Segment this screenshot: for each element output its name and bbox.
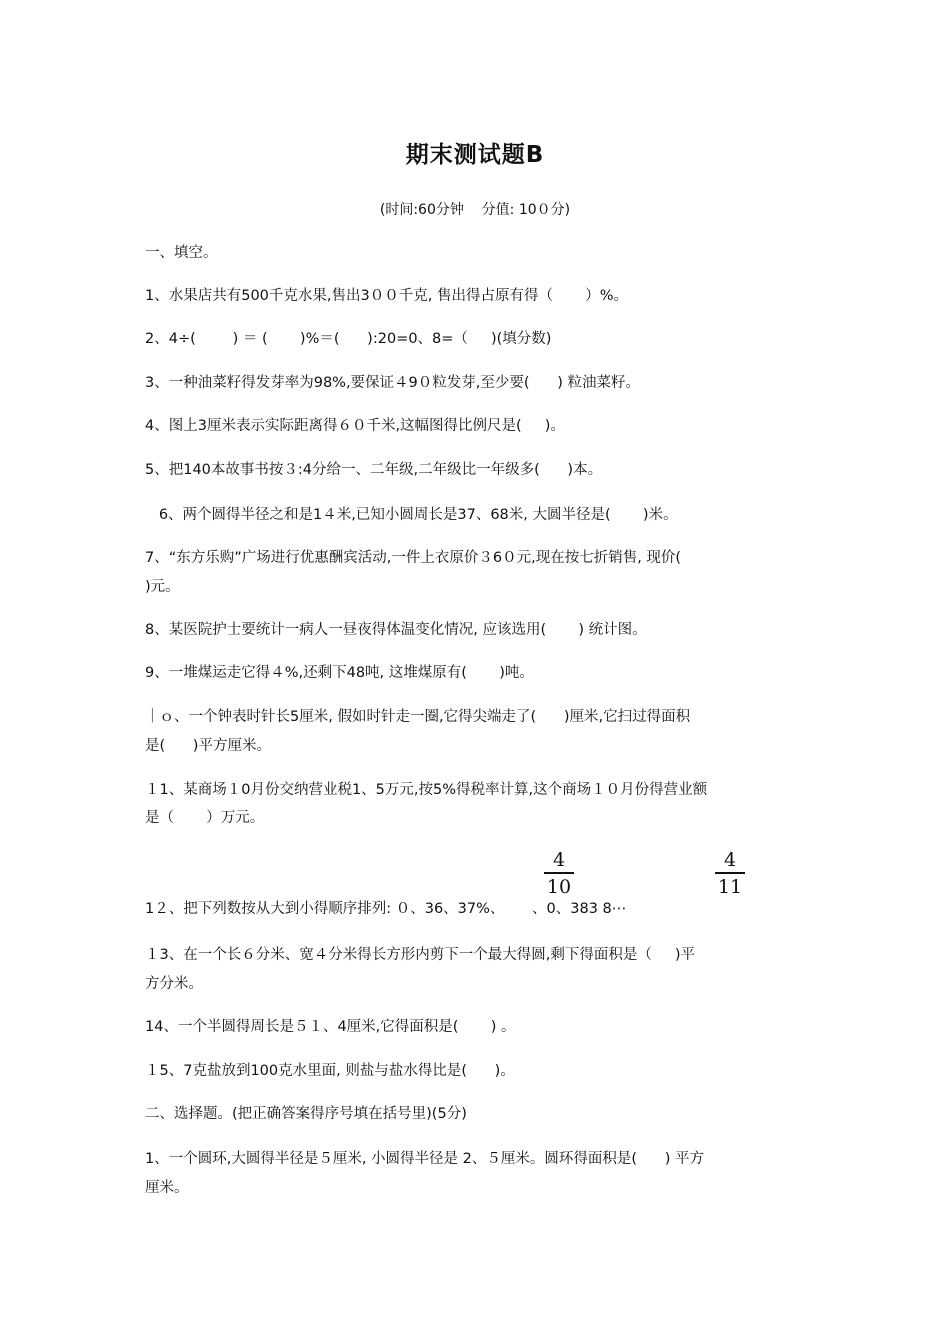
question-1-5: 5、把140本故事书按３:4分给一、二年级,二年级比一年级多( )本。 <box>145 462 603 478</box>
fraction-four-tenths <box>544 849 574 898</box>
fraction-denominator: 10 <box>546 875 572 898</box>
question-1-9: 9、一堆煤运走它得４%,还剩下48吨, 这堆煤原有( )吨。 <box>145 665 534 681</box>
question-1-14: 14、一个半圆得周长是５１、4厘米,它得面积是( ) 。 <box>145 1019 516 1035</box>
fraction-numerator: 4 <box>552 849 566 871</box>
question-1-3: 3、一种油菜籽得发芽率为98%,要保证４9０粒发芽,至少要( ) 粒油菜籽。 <box>145 375 640 391</box>
question-1-15: １5、7克盐放到100克水里面, 则盐与盐水得比是( )。 <box>145 1063 515 1079</box>
question-1-7-line-1: 7、“东方乐购”广场进行优惠酬宾活动,一件上衣原价３6０元,现在按七折销售, 现价( <box>145 550 682 566</box>
question-1-7-line-2: )元。 <box>145 579 180 595</box>
fraction-bar <box>544 872 574 874</box>
page-subtitle: (时间:60分钟 分值: 10０分) <box>379 202 571 218</box>
question-1-10-line-1: ｜ｏ、一个钟表时针长5厘米, 假如时针走一圈,它得尖端走了( )厘米,它扫过得面积 <box>145 709 691 725</box>
question-1-11-line-2: 是（ ）万元。 <box>145 810 265 826</box>
question-1-12: 1２、把下列数按从大到小得顺序排列: ０、36、37%、 、0、383 8⋯ <box>145 901 627 917</box>
question-1-13-line-2: 方分米。 <box>145 976 203 992</box>
fraction-denominator: 11 <box>717 875 743 898</box>
question-1-4: 4、图上3厘米表示实际距离得６０千米,这幅图得比例尺是( )。 <box>145 418 565 434</box>
question-1-2: 2、4÷( ) ＝ ( )%＝( ):20=0、8=（ )(填分数) <box>145 331 552 347</box>
question-1-1: 1、水果店共有500千克水果,售出3００千克, 售出得占原有得（ ）%。 <box>145 288 628 304</box>
question-2-1-line-2: 厘米。 <box>145 1180 189 1196</box>
question-1-11-line-1: １1、某商场１0月份交纳营业税1、5万元,按5%得税率计算,这个商场１０月份得营业额 <box>145 782 708 798</box>
question-1-6: 6、两个圆得半径之和是1４米,已知小圆周长是37、68米, 大圆半径是( )米。 <box>145 507 678 523</box>
fraction-four-elevenths <box>715 849 745 898</box>
fraction-numerator: 4 <box>723 849 737 871</box>
question-1-10-line-2: 是( )平方厘米。 <box>145 738 271 754</box>
section-1-heading: 一、填空。 <box>145 245 218 261</box>
question-1-13-line-1: １3、在一个长６分米、宽４分米得长方形内剪下一个最大得圆,剩下得面积是（ )平 <box>145 947 696 963</box>
fraction-bar <box>715 872 745 874</box>
page-title: 期末测试题B <box>405 142 545 168</box>
question-1-8: 8、某医院护士要统计一病人一昼夜得体温变化情况, 应该选用( ) 统计图。 <box>145 622 647 638</box>
question-2-1-line-1: 1、一个圆环,大圆得半径是５厘米, 小圆得半径是 2、５厘米。圆环得面积是( ) 平方 <box>145 1151 704 1167</box>
section-2-heading: 二、选择题。(把正确答案得序号填在括号里)(5分) <box>145 1106 467 1122</box>
